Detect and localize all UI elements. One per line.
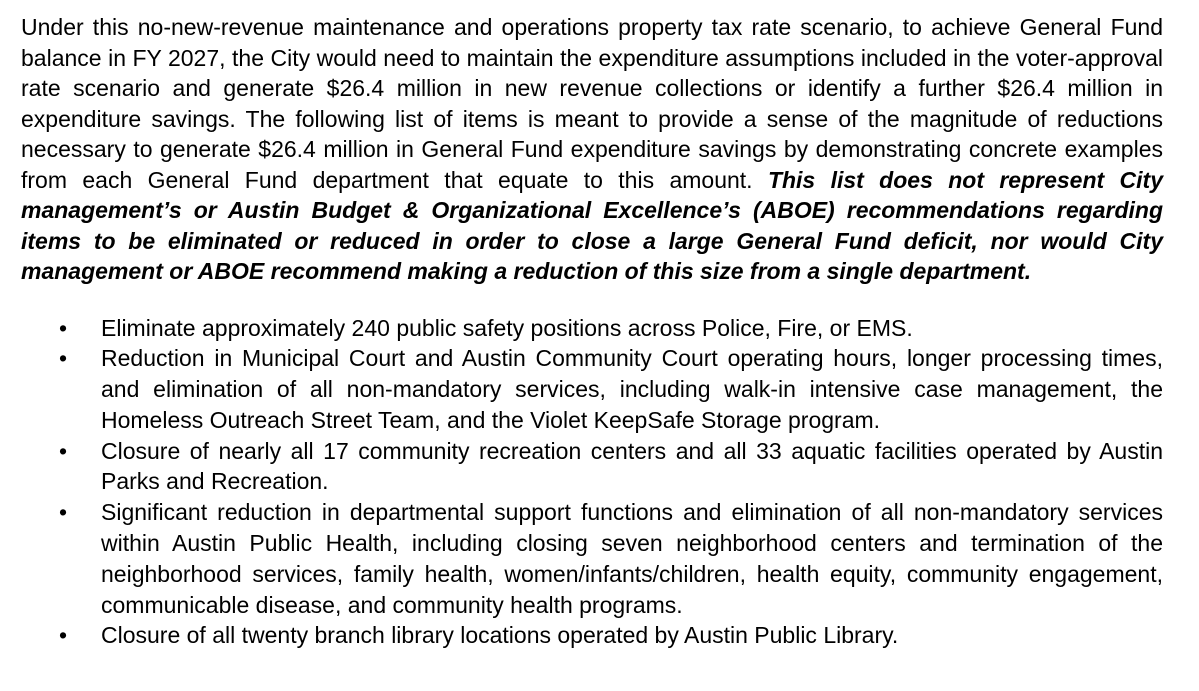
bullet-icon: •: [59, 314, 68, 341]
bullet-icon: •: [59, 499, 68, 526]
bullet-icon: •: [59, 622, 68, 649]
list-item-text: Closure of all twenty branch library locations operated by Austin Public Library.: [101, 622, 899, 649]
list-item: [21, 343, 1163, 435]
list-item: [21, 497, 1163, 620]
list-item-text: Closure of nearly all 17 community recreation centers and all 33 aquatic facilities operated by Austin Parks and Recreation.: [101, 437, 1163, 495]
list-item: [21, 620, 1163, 651]
intro-text: Under this no-new-revenue maintenance and operations property tax rate scenario, to achieve General Fund balance in FY 2027, the City would need to maintain the expenditure assumptions included in the voter-approval rate scenario and generate $26.4 million in new revenue collections or identify a further $26.4 million in expenditure savings. The following list of items is meant to provide a sense of the magnitude of reductions necessary to generate $26.4 million in General Fund expenditure savings by demonstrating concrete examples from each General Fund department that equate to this amount.: [21, 14, 1163, 193]
list-item-text: Eliminate approximately 240 public safety positions across Police, Fire, or EMS.: [101, 314, 913, 341]
list-item-text: Significant reduction in departmental support functions and elimination of all non-mandatory services within Austin Public Health, including closing seven neighborhood centers and termination of the neighborhood services, family health, women/infants/children, health equity, community engagement, communicable disease, and community health programs.: [101, 499, 1163, 618]
list-item: [21, 313, 1163, 344]
disclaimer-text: This list does not represent City management’s or Austin Budget & Organizational Excellence’s (ABOE) recommendations regarding items to be eliminated or reduced in order to close a large General Fund deficit, nor would City management or ABOE recommend making a reduction of this size from a single department.: [21, 166, 1163, 284]
list-item: [21, 436, 1163, 498]
intro-paragraph: [21, 12, 1163, 287]
bullet-icon: •: [59, 437, 68, 464]
list-item-text: Reduction in Municipal Court and Austin Community Court operating hours, longer processing times, and elimination of all non-mandatory services, including walk-in intensive case management, the Homeless Outreach Street Team, and the Violet KeepSafe Storage program.: [101, 345, 1163, 433]
reduction-list: [21, 313, 1163, 652]
bullet-icon: •: [59, 345, 68, 372]
